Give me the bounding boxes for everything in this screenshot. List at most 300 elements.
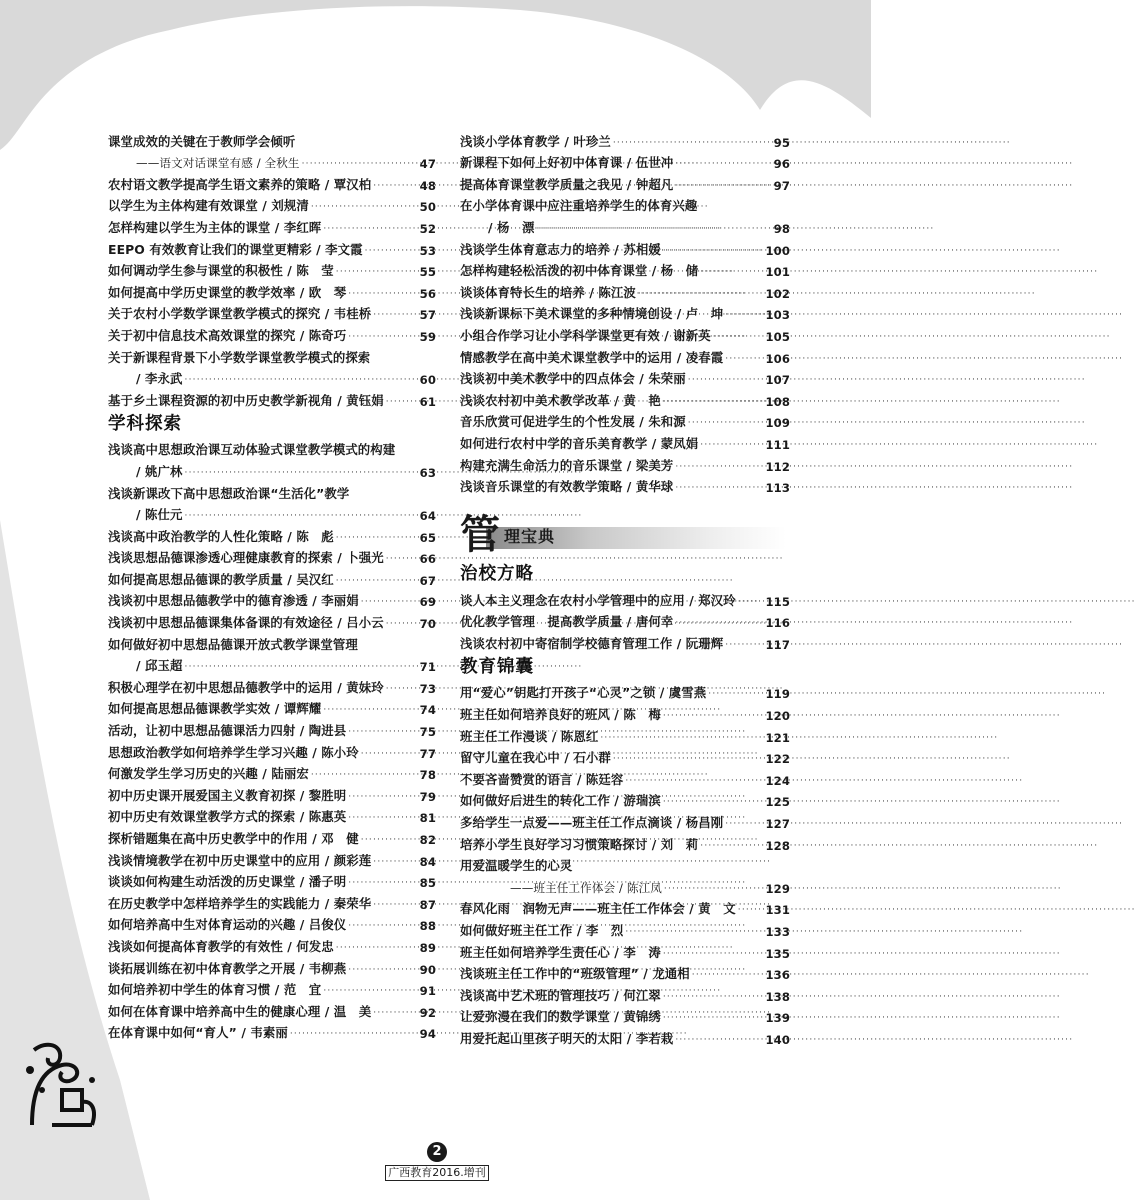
- dot-leader: [736, 597, 766, 609]
- dot-leader: [661, 246, 766, 258]
- toc-entry-page: 119: [765, 687, 790, 702]
- dot-leader: [623, 776, 765, 788]
- toc-entry[interactable]: [108, 912, 436, 934]
- toc-right-column: [460, 128, 790, 1047]
- dot-leader: [384, 619, 420, 631]
- toc-entry[interactable]: [460, 1004, 790, 1026]
- toc-entry[interactable]: [108, 258, 436, 280]
- toc-entry-page: 60: [419, 373, 436, 388]
- dot-leader: [611, 138, 774, 150]
- toc-entry-title: 何激发学生学习历史的兴趣 / 陆丽宏: [108, 766, 309, 782]
- toc-entry-title: 小组合作学习让小学科学课堂更有效 / 谢新英: [460, 327, 711, 343]
- toc-entry[interactable]: [108, 128, 436, 150]
- toc-entry[interactable]: [460, 917, 790, 939]
- toc-entry[interactable]: [460, 587, 790, 609]
- toc-entry-page: 53: [419, 243, 436, 258]
- dot-leader: [623, 927, 765, 939]
- toc-entry-page: 136: [765, 968, 790, 983]
- toc-entry[interactable]: [108, 869, 436, 891]
- toc-entry[interactable]: [460, 896, 790, 918]
- toc-entry[interactable]: [108, 502, 436, 524]
- dot-leader: [359, 749, 420, 761]
- toc-entry[interactable]: [108, 214, 436, 236]
- toc-entry[interactable]: [108, 480, 436, 502]
- toc-entry-page: 105: [765, 329, 790, 344]
- toc-entry[interactable]: [108, 523, 436, 545]
- toc-entry-page: 101: [765, 265, 790, 280]
- toc-entry-page: 52: [419, 221, 436, 236]
- dot-leader: [698, 267, 765, 279]
- toc-entry-title: 班主任如何培养学生责任心 / 李 涛: [460, 944, 661, 960]
- toc-entry-page: 81: [419, 811, 436, 826]
- dot-leader: [673, 1035, 765, 1047]
- section-heading: 教育锦囊: [460, 656, 534, 677]
- dot-leader: [346, 289, 419, 301]
- toc-entry-title: 用爱托起山里孩子明天的太阳 / 李若栽: [460, 1030, 674, 1046]
- toc-entry-title: 春风化雨 润物无声——班主任工作体会 / 黄 文: [460, 901, 736, 917]
- toc-entry-title: 活动，让初中思想品德课活力四射 / 陶进县: [108, 723, 347, 739]
- toc-entry-title: 班主任工作漫谈 / 陈恩红: [460, 728, 599, 744]
- toc-entry-title: 怎样构建轻松活泼的初中体育课堂 / 杨 储: [460, 263, 699, 279]
- toc-entry-page: 65: [419, 530, 436, 545]
- toc-entry-page: 111: [765, 437, 790, 452]
- dot-leader: [309, 202, 420, 214]
- toc-entry-title: 初中历史课开展爱国主义教育初探 / 黎胜明: [108, 787, 347, 803]
- toc-entry-page: 139: [765, 1011, 790, 1026]
- dot-leader: [384, 397, 420, 409]
- toc-entry-title: 如何做好班主任工作 / 李 烈: [460, 923, 624, 938]
- toc-entry[interactable]: [460, 939, 790, 961]
- toc-entry-title: 不要吝啬赞赏的语言 / 陈廷容: [460, 771, 624, 787]
- toc-entry-page: 71: [419, 660, 436, 675]
- toc-left-column: [108, 128, 436, 1041]
- toc-entry[interactable]: [460, 409, 790, 431]
- toc-entry-title: 浅谈初中美术教学中的四点体会 / 朱荣丽: [460, 371, 686, 387]
- toc-entry-page: 113: [765, 481, 790, 496]
- toc-entry-title: 谈谈体育特长生的培养 / 陈江波: [460, 284, 636, 300]
- toc-entry-title: 积极心理学在初中思想品德教学中的运用 / 黄妹玲: [108, 679, 384, 695]
- toc-entry[interactable]: [460, 766, 790, 788]
- dot-leader: [346, 813, 419, 825]
- toc-entry[interactable]: [108, 847, 436, 869]
- toc-entry-title: 初中历史有效课堂教学方式的探索 / 陈惠英: [108, 809, 347, 825]
- dot-leader: [723, 640, 765, 652]
- section-heading: 学科探索: [108, 413, 182, 434]
- dot-leader: [661, 949, 766, 961]
- toc-entry-title: 浅谈高中政治教学的人性化策略 / 陈 彪: [108, 528, 334, 544]
- toc-entry-title: 留守儿童在我心中 / 石小群: [460, 750, 611, 766]
- dot-leader: [661, 797, 766, 809]
- toc-entry[interactable]: [108, 696, 436, 718]
- toc-entry-title: 如何提高中学历史课堂的教学效率 / 欧 琴: [108, 284, 347, 300]
- toc-entry-title: 浅谈新课改下高中思想政治课“生活化”教学: [108, 485, 350, 501]
- toc-entry-page: 102: [765, 286, 790, 301]
- toc-entry[interactable]: [460, 387, 790, 409]
- toc-entry[interactable]: [108, 717, 436, 739]
- toc-entry-page: 108: [765, 394, 790, 409]
- dot-leader: [673, 181, 773, 193]
- toc-entry-page: 69: [419, 595, 436, 610]
- toc-entry-title: 浅谈新课标下美术课堂的多种情境创设 / 卢 坤: [460, 306, 724, 322]
- toc-entry-title: 探析错题集在高中历史教学中的作用 / 邓 健: [108, 831, 359, 846]
- toc-entry[interactable]: [460, 171, 790, 193]
- dot-leader: [384, 554, 420, 566]
- toc-entry-page: 64: [419, 509, 436, 524]
- toc-entry-title: 优化教学管理 提高教学质量 / 唐何幸: [460, 614, 674, 630]
- toc-entry[interactable]: [108, 890, 436, 912]
- dot-leader: [334, 267, 420, 279]
- toc-entry[interactable]: [460, 809, 790, 831]
- toc-entry-title: 在历史教学中怎样培养学生的实践能力 / 秦荣华: [108, 895, 372, 911]
- dot-leader: [673, 462, 765, 474]
- dot-leader: [288, 1029, 420, 1041]
- toc-entry-title: 课堂成效的关键在于教师学会倾听: [108, 133, 296, 149]
- page-number: 2: [427, 1142, 447, 1162]
- toc-entry[interactable]: [108, 739, 436, 761]
- toc-entry-title: 情感教学在高中美术课堂教学中的运用 / 凌春霞: [460, 349, 724, 365]
- toc-entry-title: 在体育课中如何“育人” / 韦素丽: [108, 1025, 288, 1041]
- toc-entry-title: 农村语文教学提高学生语文素养的策略 / 覃汉柏: [108, 176, 372, 192]
- toc-entry-title: 浅谈情境教学在初中历史课堂中的应用 / 颜彩莲: [108, 852, 372, 868]
- toc-entry-page: 75: [419, 725, 436, 740]
- dot-leader: [363, 246, 420, 258]
- toc-entry-page: 122: [765, 752, 790, 767]
- toc-entry-page: 66: [419, 552, 436, 567]
- toc-entry-page: 59: [419, 329, 436, 344]
- toc-entry[interactable]: [460, 322, 790, 344]
- toc-entry-title: 谈人本主义理念在农村小学管理中的应用 / 郑汉玲: [460, 592, 736, 608]
- toc-entry[interactable]: [460, 982, 790, 1004]
- toc-entry[interactable]: [460, 344, 790, 366]
- toc-entry-title: / 姚广林: [136, 463, 183, 479]
- toc-entry[interactable]: [460, 1025, 790, 1047]
- dot-leader: [346, 965, 419, 977]
- dot-leader: [183, 375, 420, 387]
- toc-entry-page: 140: [765, 1032, 790, 1047]
- toc-entry-page: 100: [765, 243, 790, 258]
- toc-entry[interactable]: [108, 977, 436, 999]
- toc-entry[interactable]: [108, 782, 436, 804]
- toc-entry[interactable]: [460, 258, 790, 280]
- toc-entry[interactable]: [108, 955, 436, 977]
- dot-leader: [359, 597, 420, 609]
- dot-leader: [334, 533, 420, 545]
- toc-entry-page: 61: [419, 394, 436, 409]
- toc-entry-title: 浅谈初中思想品德教学中的德育渗透 / 李丽娟: [108, 593, 359, 609]
- toc-entry-title: 如何培养高中生对体育运动的兴趣 / 吕俊仪: [108, 917, 347, 933]
- toc-entry-page: 120: [765, 709, 790, 724]
- dot-leader: [673, 618, 765, 630]
- toc-entry-page: 82: [419, 833, 436, 847]
- toc-entry-page: 124: [765, 773, 790, 788]
- toc-entry-title: 如何进行农村中学的音乐美育教学 / 蒙凤娟: [460, 435, 699, 451]
- toc-entry-page: 73: [419, 681, 436, 696]
- dot-leader: [690, 970, 766, 982]
- dot-leader: [346, 727, 419, 739]
- toc-entry[interactable]: [460, 701, 790, 723]
- dot-leader: [334, 943, 420, 955]
- dot-leader: [321, 986, 419, 998]
- toc-entry-page: 107: [765, 373, 790, 388]
- toc-entry-title: 如何提高思想品德课的教学质量 / 吴汉红: [108, 571, 334, 587]
- dot-leader: [321, 705, 419, 717]
- toc-entry-title: 提高体育课堂教学质量之我见 / 钟超凡: [460, 176, 674, 192]
- toc-entry-page: 91: [419, 984, 436, 999]
- toc-entry[interactable]: [460, 961, 790, 983]
- toc-entry-title: / 杨 漂: [488, 219, 535, 235]
- toc-entry-title: 如何做好后进生的转化工作 / 游瑞滨: [460, 793, 661, 809]
- toc-entry-page: 103: [765, 308, 790, 323]
- toc-entry-title: 浅谈农村初中寄宿制学校德育管理工作 / 阮珊辉: [460, 635, 724, 651]
- dot-leader: [371, 310, 419, 322]
- dot-leader: [300, 159, 420, 171]
- toc-entry[interactable]: [108, 1020, 436, 1042]
- dot-leader: [371, 181, 419, 193]
- toc-entry[interactable]: [108, 344, 436, 366]
- toc-entry[interactable]: [108, 566, 436, 588]
- toc-entry-page: 77: [419, 746, 436, 761]
- toc-entry[interactable]: [108, 588, 436, 610]
- toc-entry-title: 怎样构建以学生为主体的课堂 / 李红晖: [108, 219, 322, 235]
- toc-entry-title: 音乐欣赏可促进学生的个性发展 / 朱和源: [460, 414, 686, 430]
- toc-entry-title: 谈拓展训练在初中体育教学之开展 / 韦柳燕: [108, 960, 347, 976]
- toc-entry-page: 116: [765, 616, 790, 631]
- toc-entry[interactable]: [108, 458, 436, 480]
- dot-leader: [384, 684, 420, 696]
- toc-entry[interactable]: [108, 437, 436, 459]
- toc-entry[interactable]: [108, 366, 436, 388]
- toc-entry[interactable]: [108, 631, 436, 653]
- toc-entry-page: 85: [419, 876, 436, 891]
- toc-entry[interactable]: [460, 452, 790, 474]
- page-footer: [385, 1140, 489, 1181]
- toc-entry[interactable]: [460, 150, 790, 172]
- toc-entry-page: 95: [773, 135, 790, 150]
- dot-leader: [661, 1013, 766, 1025]
- dot-leader: [636, 289, 766, 301]
- toc-entry-title: 以学生为主体构建有效课堂 / 刘规清: [108, 198, 309, 214]
- toc-entry[interactable]: [108, 609, 436, 631]
- toc-entry[interactable]: [460, 630, 790, 652]
- toc-entry-title: 如何提高思想品德课教学实效 / 谭辉耀: [108, 701, 322, 717]
- dot-leader: [309, 770, 420, 782]
- toc-entry-page: 92: [419, 1005, 436, 1020]
- toc-entry-page: 106: [765, 351, 790, 366]
- toc-entry-page: 78: [419, 768, 436, 783]
- magazine-name: 广西教育2016.增刊: [385, 1165, 489, 1181]
- toc-entry-title: 关于新课程背景下小学数学课堂教学模式的探索: [108, 349, 371, 365]
- toc-entry[interactable]: [108, 150, 436, 172]
- dot-leader: [711, 332, 766, 344]
- toc-entry-page: 97: [773, 178, 790, 193]
- toc-entry[interactable]: [108, 998, 436, 1020]
- toc-entry[interactable]: [460, 831, 790, 853]
- toc-entry[interactable]: [108, 387, 436, 409]
- toc-entry-title: 用爱温暖学生的心灵: [460, 858, 573, 874]
- toc-entry[interactable]: [460, 430, 790, 452]
- toc-entry-page: 135: [765, 946, 790, 961]
- toc-entry-title: 浅谈农村初中美术教学改革 / 黄 艳: [460, 392, 661, 408]
- toc-entry[interactable]: [460, 853, 790, 875]
- toc-entry-page: 70: [419, 617, 436, 632]
- toc-entry[interactable]: [460, 788, 790, 810]
- dot-leader: [662, 884, 766, 896]
- toc-entry[interactable]: [108, 171, 436, 193]
- toc-entry-title: 浅谈如何提高体育教学的有效性 / 何发忠: [108, 938, 334, 954]
- toc-entry-page: 138: [765, 989, 790, 1004]
- toc-entry-page: 50: [419, 200, 436, 215]
- toc-entry-title: 在小学体育课中应注重培养学生的体育兴趣: [460, 198, 698, 214]
- toc-entry-page: 94: [419, 1027, 436, 1042]
- dot-leader: [346, 332, 419, 344]
- toc-entry[interactable]: [108, 674, 436, 696]
- dot-leader: [736, 905, 766, 917]
- toc-entry[interactable]: [460, 214, 790, 236]
- toc-entry-page: 127: [765, 817, 790, 832]
- dot-leader: [371, 1008, 419, 1020]
- toc-entry[interactable]: [108, 825, 436, 847]
- toc-entry-title: 关于初中信息技术高效课堂的探究 / 陈奇巧: [108, 327, 347, 343]
- toc-entry-title: 基于乡土课程资源的初中历史教学新视角 / 黄钰娟: [108, 392, 384, 408]
- toc-entry-page: 47: [419, 157, 436, 172]
- toc-entry-page: 55: [419, 265, 436, 280]
- dot-leader: [334, 576, 420, 588]
- dot-leader: [371, 857, 419, 869]
- toc-entry[interactable]: [108, 653, 436, 675]
- dot-leader: [673, 159, 773, 171]
- dot-leader: [359, 835, 420, 847]
- toc-entry-title: 浅谈音乐课堂的有效教学策略 / 黄华球: [460, 479, 674, 495]
- dot-leader: [698, 440, 765, 452]
- toc-entry[interactable]: [108, 804, 436, 826]
- toc-entry-title: 浅谈学生体育意志力的培养 / 苏相媛: [460, 241, 661, 257]
- dot-leader: [698, 841, 765, 853]
- toc-entry-title: 浅谈小学体育教学 / 叶珍兰: [460, 133, 611, 149]
- toc-entry[interactable]: [460, 874, 790, 896]
- toc-entry[interactable]: [460, 193, 790, 215]
- toc-entry-title: 构建充满生命活力的音乐课堂 / 梁美芳: [460, 457, 674, 473]
- toc-entry[interactable]: [108, 193, 436, 215]
- toc-entry[interactable]: [460, 723, 790, 745]
- toc-entry[interactable]: [108, 545, 436, 567]
- toc-entry-title: 培养小学生良好学习习惯策略探讨 / 刘 莉: [460, 836, 699, 852]
- part-heading-initial: 管: [460, 511, 500, 559]
- part-heading-rest: 理宝典: [504, 527, 556, 547]
- toc-entry-title: 关于农村小学数学课堂教学模式的探究 / 韦桂桥: [108, 306, 372, 322]
- toc-entry-title: 浅谈高中思想政治课互动体验式课堂教学模式的构建: [108, 442, 396, 458]
- dot-leader: [611, 754, 766, 766]
- dot-leader: [686, 418, 766, 430]
- toc-entry[interactable]: [460, 609, 790, 631]
- toc-entry[interactable]: [108, 236, 436, 258]
- toc-entry[interactable]: [460, 236, 790, 258]
- dot-leader: [371, 900, 419, 912]
- section-heading: 治校方略: [460, 564, 534, 585]
- toc-entry-page: 48: [419, 178, 436, 193]
- dot-leader: [723, 354, 765, 366]
- dot-leader: [673, 483, 765, 495]
- toc-entry-title: / 李永武: [136, 371, 183, 387]
- toc-entry[interactable]: [460, 680, 790, 702]
- toc-entry-page: 115: [765, 594, 790, 609]
- toc-entry-page: 63: [419, 465, 436, 480]
- toc-entry-title: 如何调动学生参与课堂的积极性 / 陈 莹: [108, 263, 334, 279]
- toc-entry-page: 125: [765, 795, 790, 810]
- toc-entry-page: 117: [765, 637, 790, 652]
- toc-entry[interactable]: [460, 366, 790, 388]
- dot-leader: [723, 819, 765, 831]
- toc-entry-title: 浅谈班主任工作中的“班级管理” / 龙通相: [460, 966, 690, 982]
- toc-entry-page: 128: [765, 838, 790, 853]
- toc-entry[interactable]: [108, 279, 436, 301]
- toc-entry-title: ——班主任工作体会 / 陈江凤: [510, 880, 662, 895]
- toc-entry-title: / 邱玉超: [136, 658, 183, 674]
- toc-entry-page: 89: [419, 940, 436, 955]
- toc-entry-title: 思想政治教学如何培养学生学习兴趣 / 陈小玲: [108, 744, 359, 760]
- toc-entry-title: 用“爱心”钥匙打开孩子“心灵”之锁 / 虞雪燕: [460, 685, 707, 701]
- toc-entry[interactable]: [460, 301, 790, 323]
- dot-leader: [346, 921, 419, 933]
- toc-entry-title: 浅谈初中思想品德课集体备课的有效途径 / 吕小云: [108, 615, 384, 631]
- toc-entry-title: ——语文对话课堂有感 / 全秋生: [136, 156, 300, 171]
- dot-leader: [661, 397, 766, 409]
- toc-entry[interactable]: [108, 761, 436, 783]
- dot-leader: [183, 511, 420, 523]
- part-heading: [460, 501, 790, 559]
- toc-entry-page: 96: [773, 157, 790, 172]
- toc-entry-page: 79: [419, 789, 436, 804]
- dot-leader: [321, 224, 419, 236]
- toc-entry-page: 133: [765, 925, 790, 939]
- toc-entry-title: 如何在体育课中培养高中生的健康心理 / 温 美: [108, 1003, 372, 1019]
- toc-entry-title: / 陈仕元: [136, 507, 183, 523]
- dot-leader: [661, 992, 766, 1004]
- toc-entry-page: 56: [419, 286, 436, 301]
- toc-entry-page: 98: [773, 221, 790, 236]
- toc-entry-page: 87: [419, 897, 436, 912]
- toc-entry-title: 班主任如何培养良好的班风 / 陈 梅: [460, 707, 661, 723]
- dot-leader: [183, 468, 420, 480]
- toc-entry-title: 浅谈高中艺术班的管理技巧 / 何江翠: [460, 987, 661, 1003]
- toc-entry-title: 浅谈思想品德课渗透心理健康教育的探索 / 卜强光: [108, 550, 384, 566]
- toc-entry-page: 109: [765, 416, 790, 431]
- toc-entry-page: 131: [765, 903, 790, 918]
- dot-leader: [346, 792, 419, 804]
- toc-entry-page: 121: [765, 730, 790, 745]
- toc-entry-title: EEPO 有效教育让我们的课堂更精彩 / 李文霞: [108, 241, 363, 257]
- toc-entry[interactable]: [460, 279, 790, 301]
- toc-entry[interactable]: [460, 474, 790, 496]
- toc-entry[interactable]: [108, 933, 436, 955]
- toc-entry[interactable]: [460, 128, 790, 150]
- toc-entry-page: 57: [419, 308, 436, 323]
- decorative-ornament-icon: [22, 1030, 102, 1130]
- dot-leader: [706, 689, 765, 701]
- dot-leader: [346, 878, 419, 890]
- toc-entry[interactable]: [108, 322, 436, 344]
- toc-entry[interactable]: [108, 301, 436, 323]
- toc-entry-title: 谈谈如何构建生动活泼的历史课堂 / 潘子明: [108, 874, 347, 890]
- dot-leader: [686, 375, 766, 387]
- toc-entry-page: 67: [419, 573, 436, 588]
- toc-entry-page: 90: [419, 962, 436, 977]
- toc-entry-page: 88: [419, 919, 436, 934]
- toc-entry[interactable]: [460, 745, 790, 767]
- toc-entry-page: 74: [419, 703, 436, 718]
- dot-leader: [183, 662, 420, 674]
- dot-leader: [661, 711, 766, 723]
- toc-entry-page: 112: [765, 459, 790, 474]
